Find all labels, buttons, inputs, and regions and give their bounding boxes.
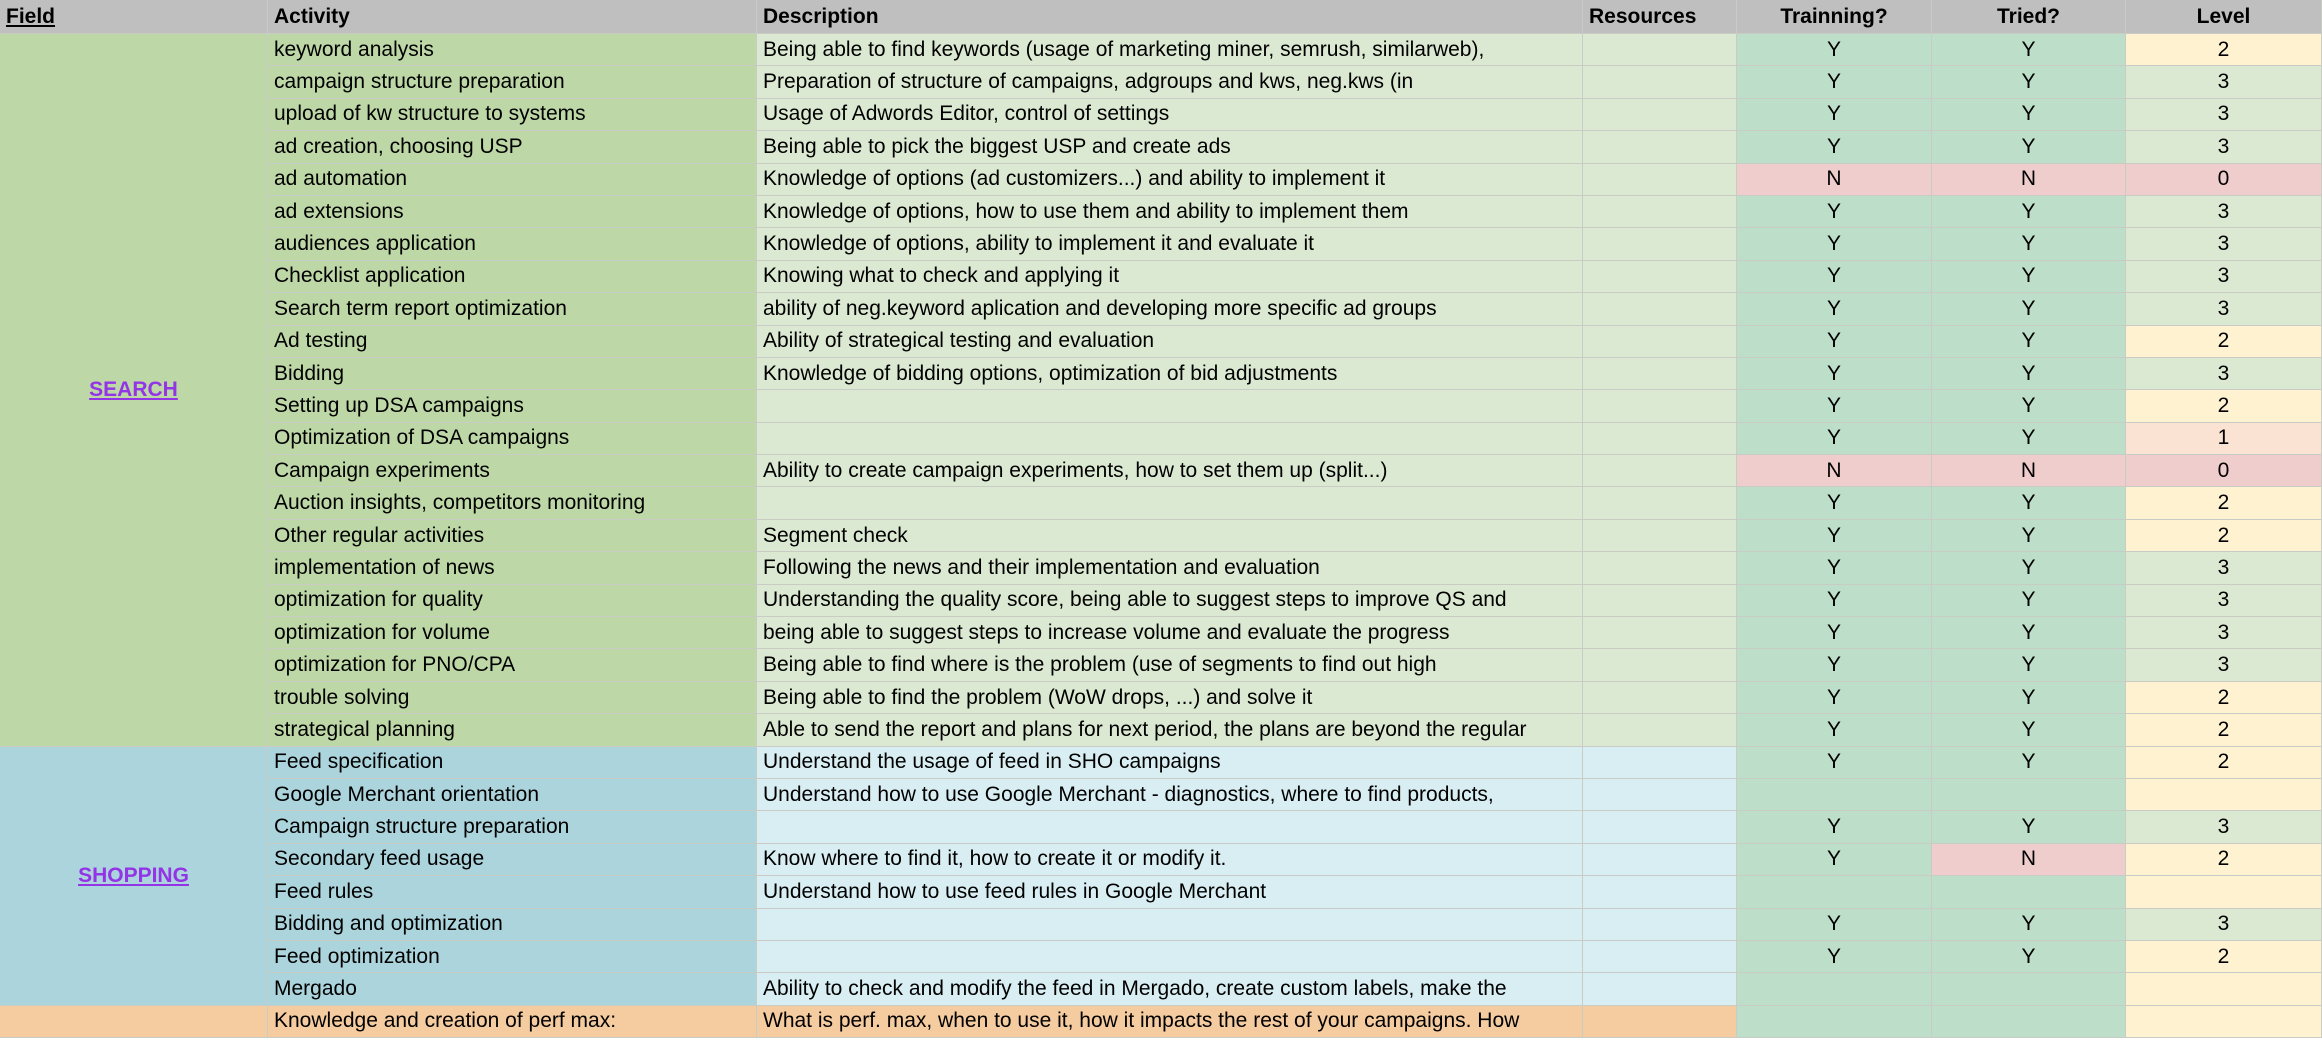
level-cell[interactable]: 1 [2126,423,2322,455]
description-cell[interactable]: Knowing what to check and applying it [757,261,1583,293]
resources-cell[interactable] [1583,261,1737,293]
description-cell[interactable]: Understand how to use feed rules in Google Merchant [757,876,1583,908]
resources-cell[interactable] [1583,423,1737,455]
description-cell[interactable]: Being able to find where is the problem (use of segments to find out high [757,649,1583,681]
activity-cell[interactable]: Secondary feed usage [268,844,757,876]
tried-cell[interactable]: Y [1932,909,2126,941]
tried-cell[interactable]: Y [1932,228,2126,260]
resources-cell[interactable] [1583,228,1737,260]
activity-cell[interactable]: strategical planning [268,714,757,746]
activity-cell[interactable]: campaign structure preparation [268,66,757,98]
activity-cell[interactable]: Campaign experiments [268,455,757,487]
resources-cell[interactable] [1583,390,1737,422]
resources-cell[interactable] [1583,779,1737,811]
activity-cell[interactable]: Feed specification [268,747,757,779]
level-cell[interactable]: 2 [2126,844,2322,876]
training-cell[interactable]: Y [1737,552,1932,584]
tried-cell[interactable]: N [1932,164,2126,196]
description-cell[interactable]: Knowledge of options (ad customizers...) and ability to implement it [757,164,1583,196]
tried-cell[interactable]: Y [1932,552,2126,584]
description-cell[interactable] [757,811,1583,843]
tried-cell[interactable] [1932,779,2126,811]
resources-cell[interactable] [1583,34,1737,66]
training-cell[interactable]: Y [1737,326,1932,358]
training-cell[interactable]: Y [1737,617,1932,649]
training-cell[interactable]: Y [1737,844,1932,876]
training-cell[interactable]: Y [1737,520,1932,552]
training-cell[interactable]: N [1737,164,1932,196]
activity-cell[interactable]: implementation of news [268,552,757,584]
level-cell[interactable]: 3 [2126,358,2322,390]
activity-cell[interactable]: Auction insights, competitors monitoring [268,487,757,519]
training-cell[interactable]: Y [1737,682,1932,714]
header-activity[interactable]: Activity [268,0,757,34]
level-cell[interactable]: 3 [2126,585,2322,617]
level-cell[interactable]: 2 [2126,520,2322,552]
description-cell[interactable]: Able to send the report and plans for next period, the plans are beyond the regular [757,714,1583,746]
training-cell[interactable]: Y [1737,228,1932,260]
activity-cell[interactable]: trouble solving [268,682,757,714]
activity-cell[interactable]: ad creation, choosing USP [268,131,757,163]
level-cell[interactable]: 3 [2126,66,2322,98]
header-resources[interactable]: Resources [1583,0,1737,34]
resources-cell[interactable] [1583,617,1737,649]
training-cell[interactable]: Y [1737,261,1932,293]
activity-cell[interactable]: Feed optimization [268,941,757,973]
header-level[interactable]: Level [2126,0,2322,34]
description-cell[interactable]: Being able to find the problem (WoW drops, ...) and solve it [757,682,1583,714]
training-cell[interactable]: Y [1737,941,1932,973]
description-cell[interactable]: Segment check [757,520,1583,552]
description-cell[interactable] [757,909,1583,941]
tried-cell[interactable]: N [1932,844,2126,876]
training-cell[interactable]: Y [1737,196,1932,228]
level-cell[interactable] [2126,973,2322,1005]
training-cell[interactable] [1737,973,1932,1005]
level-cell[interactable]: 3 [2126,99,2322,131]
tried-cell[interactable]: Y [1932,941,2126,973]
training-cell[interactable]: Y [1737,99,1932,131]
activity-cell[interactable]: Ad testing [268,326,757,358]
level-cell[interactable]: 2 [2126,390,2322,422]
training-cell[interactable]: Y [1737,714,1932,746]
resources-cell[interactable] [1583,131,1737,163]
training-cell[interactable] [1737,779,1932,811]
description-cell[interactable]: Ability to check and modify the feed in Mergado, create custom labels, make the [757,973,1583,1005]
activity-cell[interactable]: optimization for volume [268,617,757,649]
tried-cell[interactable]: Y [1932,326,2126,358]
tried-cell[interactable]: Y [1932,34,2126,66]
resources-cell[interactable] [1583,747,1737,779]
resources-cell[interactable] [1583,293,1737,325]
training-cell[interactable]: Y [1737,811,1932,843]
description-cell[interactable]: Understand the usage of feed in SHO campaigns [757,747,1583,779]
description-cell[interactable]: Know where to find it, how to create it or modify it. [757,844,1583,876]
level-cell[interactable]: 2 [2126,714,2322,746]
activity-cell[interactable]: Google Merchant orientation [268,779,757,811]
level-cell[interactable]: 3 [2126,552,2322,584]
level-cell[interactable] [2126,779,2322,811]
description-cell[interactable]: Understand how to use Google Merchant - diagnostics, where to find products, [757,779,1583,811]
resources-cell[interactable] [1583,520,1737,552]
training-cell[interactable]: Y [1737,747,1932,779]
activity-cell[interactable]: Mergado [268,973,757,1005]
resources-cell[interactable] [1583,552,1737,584]
level-cell[interactable]: 3 [2126,293,2322,325]
level-cell[interactable] [2126,1006,2322,1038]
level-cell[interactable]: 2 [2126,34,2322,66]
training-cell[interactable]: Y [1737,487,1932,519]
level-cell[interactable]: 0 [2126,164,2322,196]
resources-cell[interactable] [1583,682,1737,714]
activity-cell[interactable]: Feed rules [268,876,757,908]
tried-cell[interactable]: Y [1932,66,2126,98]
description-cell[interactable]: Following the news and their implementation and evaluation [757,552,1583,584]
tried-cell[interactable]: Y [1932,520,2126,552]
activity-cell[interactable]: optimization for PNO/CPA [268,649,757,681]
level-cell[interactable]: 2 [2126,941,2322,973]
field-perfmax[interactable] [0,1006,268,1038]
description-cell[interactable]: Knowledge of options, ability to implement it and evaluate it [757,228,1583,260]
training-cell[interactable] [1737,1006,1932,1038]
level-cell[interactable]: 2 [2126,682,2322,714]
training-cell[interactable]: N [1737,455,1932,487]
activity-cell[interactable]: keyword analysis [268,34,757,66]
level-cell[interactable]: 3 [2126,811,2322,843]
description-cell[interactable] [757,423,1583,455]
tried-cell[interactable]: Y [1932,293,2126,325]
level-cell[interactable]: 3 [2126,196,2322,228]
tried-cell[interactable]: Y [1932,617,2126,649]
resources-cell[interactable] [1583,164,1737,196]
description-cell[interactable]: Ability to create campaign experiments, how to set them up (split...) [757,455,1583,487]
resources-cell[interactable] [1583,196,1737,228]
header-description[interactable]: Description [757,0,1583,34]
tried-cell[interactable]: Y [1932,423,2126,455]
resources-cell[interactable] [1583,326,1737,358]
description-cell[interactable] [757,941,1583,973]
description-cell[interactable]: Knowledge of options, how to use them and ability to implement them [757,196,1583,228]
description-cell[interactable]: Knowledge of bidding options, optimization of bid adjustments [757,358,1583,390]
tried-cell[interactable]: Y [1932,196,2126,228]
description-cell[interactable]: being able to suggest steps to increase volume and evaluate the progress [757,617,1583,649]
resources-cell[interactable] [1583,1006,1737,1038]
activity-cell[interactable]: Bidding [268,358,757,390]
tried-cell[interactable]: Y [1932,682,2126,714]
description-cell[interactable]: Being able to find keywords (usage of marketing miner, semrush, similarweb), [757,34,1583,66]
tried-cell[interactable]: Y [1932,585,2126,617]
resources-cell[interactable] [1583,585,1737,617]
activity-cell[interactable]: Search term report optimization [268,293,757,325]
training-cell[interactable]: Y [1737,390,1932,422]
field-search[interactable]: SEARCH [0,34,268,747]
tried-cell[interactable]: Y [1932,811,2126,843]
activity-cell[interactable]: Other regular activities [268,520,757,552]
resources-cell[interactable] [1583,455,1737,487]
description-cell[interactable]: ability of neg.keyword aplication and developing more specific ad groups [757,293,1583,325]
resources-cell[interactable] [1583,358,1737,390]
activity-cell[interactable]: Checklist application [268,261,757,293]
resources-cell[interactable] [1583,487,1737,519]
resources-cell[interactable] [1583,649,1737,681]
description-cell[interactable] [757,390,1583,422]
resources-cell[interactable] [1583,811,1737,843]
activity-cell[interactable]: Knowledge and creation of perf max: [268,1006,757,1038]
level-cell[interactable]: 3 [2126,649,2322,681]
training-cell[interactable]: Y [1737,909,1932,941]
activity-cell[interactable]: optimization for quality [268,585,757,617]
resources-cell[interactable] [1583,844,1737,876]
tried-cell[interactable]: Y [1932,99,2126,131]
training-cell[interactable]: Y [1737,293,1932,325]
header-field[interactable]: Field [0,0,268,34]
tried-cell[interactable]: Y [1932,261,2126,293]
training-cell[interactable]: Y [1737,585,1932,617]
level-cell[interactable] [2126,876,2322,908]
level-cell[interactable]: 3 [2126,617,2322,649]
header-tried[interactable]: Tried? [1932,0,2126,34]
training-cell[interactable]: Y [1737,34,1932,66]
tried-cell[interactable] [1932,1006,2126,1038]
resources-cell[interactable] [1583,909,1737,941]
activity-cell[interactable]: ad extensions [268,196,757,228]
activity-cell[interactable]: Setting up DSA campaigns [268,390,757,422]
tried-cell[interactable] [1932,973,2126,1005]
activity-cell[interactable]: Optimization of DSA campaigns [268,423,757,455]
tried-cell[interactable]: Y [1932,487,2126,519]
resources-cell[interactable] [1583,66,1737,98]
level-cell[interactable]: 3 [2126,131,2322,163]
tried-cell[interactable]: Y [1932,747,2126,779]
description-cell[interactable]: Understanding the quality score, being able to suggest steps to improve QS and [757,585,1583,617]
tried-cell[interactable]: Y [1932,131,2126,163]
level-cell[interactable]: 3 [2126,228,2322,260]
description-cell[interactable]: What is perf. max, when to use it, how it impacts the rest of your campaigns. How [757,1006,1583,1038]
level-cell[interactable]: 2 [2126,326,2322,358]
training-cell[interactable]: Y [1737,131,1932,163]
description-cell[interactable]: Ability of strategical testing and evaluation [757,326,1583,358]
header-training[interactable]: Trainning? [1737,0,1932,34]
description-cell[interactable] [757,487,1583,519]
training-cell[interactable]: Y [1737,649,1932,681]
training-cell[interactable]: Y [1737,423,1932,455]
description-cell[interactable]: Usage of Adwords Editor, control of settings [757,99,1583,131]
tried-cell[interactable]: Y [1932,390,2126,422]
training-cell[interactable] [1737,876,1932,908]
tried-cell[interactable]: Y [1932,649,2126,681]
activity-cell[interactable]: audiences application [268,228,757,260]
description-cell[interactable]: Being able to pick the biggest USP and create ads [757,131,1583,163]
activity-cell[interactable]: Campaign structure preparation [268,811,757,843]
training-cell[interactable]: Y [1737,66,1932,98]
tried-cell[interactable]: N [1932,455,2126,487]
level-cell[interactable]: 0 [2126,455,2322,487]
activity-cell[interactable]: Bidding and optimization [268,909,757,941]
activity-cell[interactable]: ad automation [268,164,757,196]
level-cell[interactable]: 3 [2126,261,2322,293]
level-cell[interactable]: 3 [2126,909,2322,941]
description-cell[interactable]: Preparation of structure of campaigns, adgroups and kws, neg.kws (in [757,66,1583,98]
level-cell[interactable]: 2 [2126,487,2322,519]
resources-cell[interactable] [1583,714,1737,746]
training-cell[interactable]: Y [1737,358,1932,390]
resources-cell[interactable] [1583,973,1737,1005]
tried-cell[interactable]: Y [1932,358,2126,390]
tried-cell[interactable]: Y [1932,714,2126,746]
resources-cell[interactable] [1583,876,1737,908]
resources-cell[interactable] [1583,99,1737,131]
activity-cell[interactable]: upload of kw structure to systems [268,99,757,131]
field-shopping[interactable]: SHOPPING [0,747,268,1006]
level-cell[interactable]: 2 [2126,747,2322,779]
tried-cell[interactable] [1932,876,2126,908]
resources-cell[interactable] [1583,941,1737,973]
